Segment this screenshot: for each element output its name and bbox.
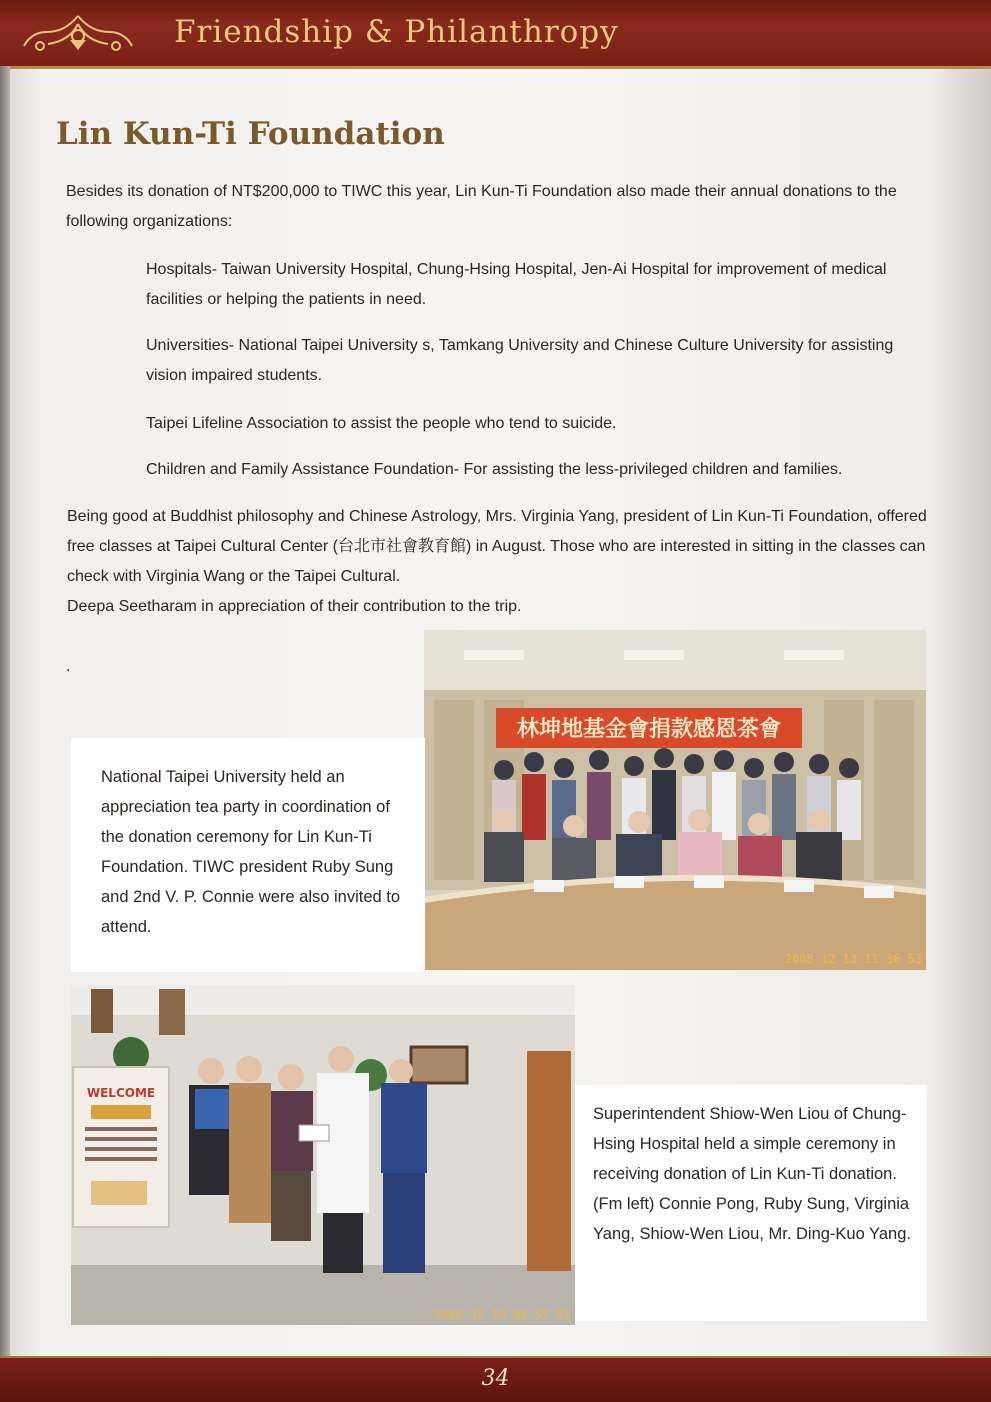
photo2-timestamp: 2008 12 16 09 57 51 (433, 1308, 571, 1322)
list-item-hospitals: Hospitals- Taiwan University Hospital, Chung-Hsing Hospital, Jen-Ai Hospital for improvement of medical facilities or helping the patients in need. (146, 261, 887, 308)
photo2-caption-box (575, 1085, 927, 1321)
welcome-sign-text: WELCOME (86, 1086, 156, 1100)
intro-paragraph: Besides its donation of NT$200,000 to TIWC this year, Lin Kun-Ti Foundation also made their annual donations to the following organizations: (66, 183, 897, 230)
list-item-universities: Universities- National Taipei University s, Tamkang University and Chinese Culture University for assisting vision impaired students. (146, 337, 894, 384)
section-title: Lin Kun-Ti Foundation (56, 116, 445, 152)
photo1-banner-text: 林坤地基金會捐款感恩茶會 (516, 717, 782, 742)
header-band (0, 0, 991, 69)
photo2-caption-text-1: Superintendent Shiow-Wen Liou of Chung-Hsing Hospital held a simple ceremony in receiving donation of Lin Kun-Ti donation. (593, 1105, 907, 1183)
header-title: Friendship & Philanthropy (174, 14, 619, 50)
photo1-caption: National Taipei University held an appreciation tea party in coordination of the donation ceremony for Lin Kun-Ti Foundation. TIWC president Ruby Sung and 2nd V. P. Connie were also invited to attend. (101, 768, 401, 936)
footer-band (0, 1356, 991, 1402)
photo2-caption-text-2: (Fm left) Connie Pong, Ruby Sung, Virginia Yang, Shiow-Wen Liou, Mr. Ding-Kuo Yang. (593, 1195, 911, 1243)
photo1-caption-box (71, 738, 425, 972)
tea-party-photo (424, 630, 926, 970)
list-item-children-family: Children and Family Assistance Foundation- For assisting the less-privileged children and families. (146, 461, 843, 478)
ornament-icon (18, 10, 138, 56)
closing-text-1: Being good at Buddhist philosophy and Chinese Astrology, Mrs. Virginia Yang, president of Lin Kun-Ti Foundation, offered free classes at Taipei Cultural Center (台北市社會教育館) in August. Those who are interested in sitting in the classes can check with Virginia Wang or the Taipei Cultural. (67, 508, 927, 585)
tea-party-photo-art (424, 630, 926, 970)
hospital-photo-art (71, 985, 575, 1325)
photo1-timestamp: 2008 12 13 11 36 53 (784, 952, 922, 966)
binding-shadow (0, 66, 10, 1356)
hospital-donation-photo (71, 985, 575, 1325)
closing-text-2: Deepa Seetharam in appreciation of their contribution to the trip. (67, 598, 522, 615)
stray-mark: . (66, 658, 71, 675)
closing-paragraph (67, 502, 927, 622)
page-number: 34 (481, 1366, 510, 1391)
list-item-lifeline: Taipei Lifeline Association to assist the people who tend to suicide. (146, 415, 617, 432)
photo2-caption (593, 1099, 913, 1249)
